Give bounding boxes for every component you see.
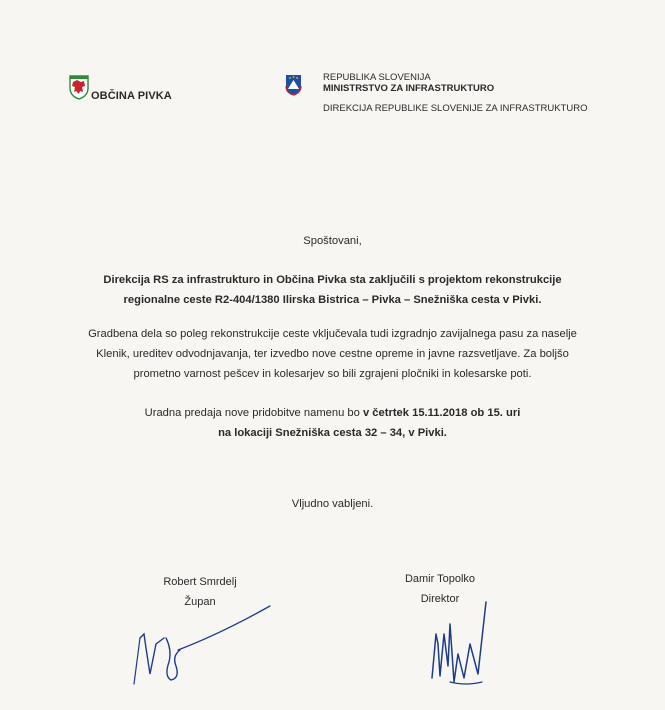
director-handwritten-signature	[420, 594, 520, 690]
handover-date: v četrtek 15.11.2018 ob 15. uri	[362, 407, 521, 419]
intro-line: regionalne ceste R2-404/1380 Ilirska Bistrica – Pivka – Snežniška cesta v Pivki.	[123, 294, 542, 306]
handover-line-2	[0, 423, 665, 443]
signatory-name: Robert Smrdelj	[163, 576, 237, 588]
body-line: Klenik, ureditev odvodnjavanja, ter izvedbo nove cestne opreme in javne razsvetljave. Za boljšo	[96, 348, 569, 360]
closing: Vljudno vabljeni.	[291, 498, 374, 510]
body-paragraph	[0, 324, 665, 384]
obcina-pivka-name: OBČINA PIVKA	[91, 90, 172, 102]
greeting: Spoštovani,	[303, 235, 362, 247]
handover-paragraph	[0, 403, 665, 443]
handover-line-1	[0, 403, 665, 423]
handover-location: na lokaciji Snežniška cesta 32 – 34, v Pivki.	[218, 427, 447, 439]
body-line: prometno varnost pešcev in kolesarjev so bili zgrajeni pločniki in kolesarske poti.	[133, 368, 532, 380]
intro-paragraph	[0, 270, 665, 310]
slovenia-coat-of-arms-icon	[285, 74, 302, 96]
body-line: Gradbena dela so poleg rekonstrukcije ceste vključevala tudi izgradnjo zavijalnega pasu za naselje	[88, 328, 577, 340]
ministry-name: MINISTRSTVO ZA INFRASTRUKTURO	[323, 83, 495, 94]
mayor-handwritten-signature	[120, 598, 290, 690]
signatory-name: Damir Topolko	[404, 573, 476, 585]
signatory-title: Župan	[184, 596, 216, 608]
republic-name: REPUBLIKA SLOVENIJA	[323, 72, 431, 83]
directorate-name: DIREKCIJA REPUBLIKE SLOVENIJE ZA INFRASTRUKTURO	[323, 103, 588, 114]
intro-line: Direkcija RS za infrastrukturo in Občina Pivka sta zaključili s projektom rekonstrukcije	[103, 274, 562, 286]
handover-text: Uradna predaja nove pridobitve namenu bo	[144, 407, 363, 419]
signatory-title: Direktor	[420, 593, 460, 605]
pivka-coat-of-arms-icon	[68, 74, 90, 100]
